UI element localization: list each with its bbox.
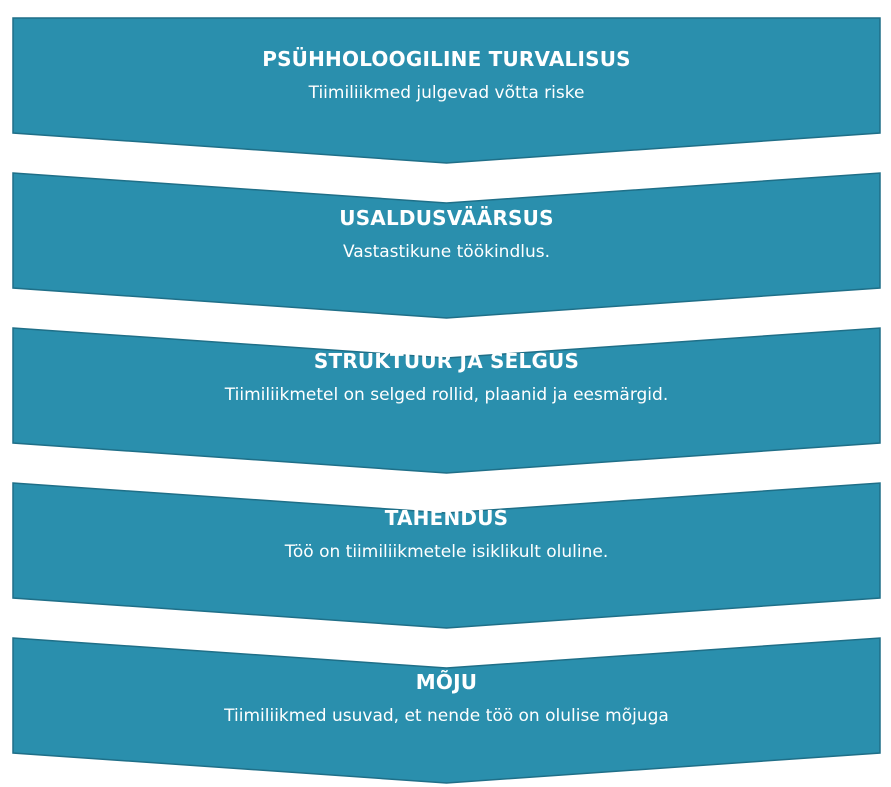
chevron-step-3 (12, 327, 881, 475)
step-title: USALDUSVÄÄRSUS (339, 206, 554, 230)
chevron-step-4 (12, 482, 881, 630)
step-description: Töö on tiimiliikmetele isiklikult oluline. (284, 542, 609, 562)
step-description: Tiimiliikmed julgevad võtta riske (308, 83, 585, 103)
step-title: STRUKTUUR JA SELGUS (313, 349, 580, 373)
step-description: Tiimiliikmetel on selged rollid, plaanid ja eesmärgid. (224, 385, 669, 405)
step-title: TÄHENDUS (384, 506, 509, 530)
chevron-step-1 (12, 17, 881, 165)
chevron-step-2 (12, 172, 881, 320)
step-description: Tiimiliikmed usuvad, et nende töö on olulise mõjuga (224, 706, 669, 726)
step-title: MÕJU (415, 670, 478, 694)
chevron-step-5 (12, 637, 881, 785)
step-title: PSÜHHOLOOGILINE TURVALISUS (262, 47, 631, 71)
step-description: Vastastikune töökindlus. (342, 242, 550, 262)
